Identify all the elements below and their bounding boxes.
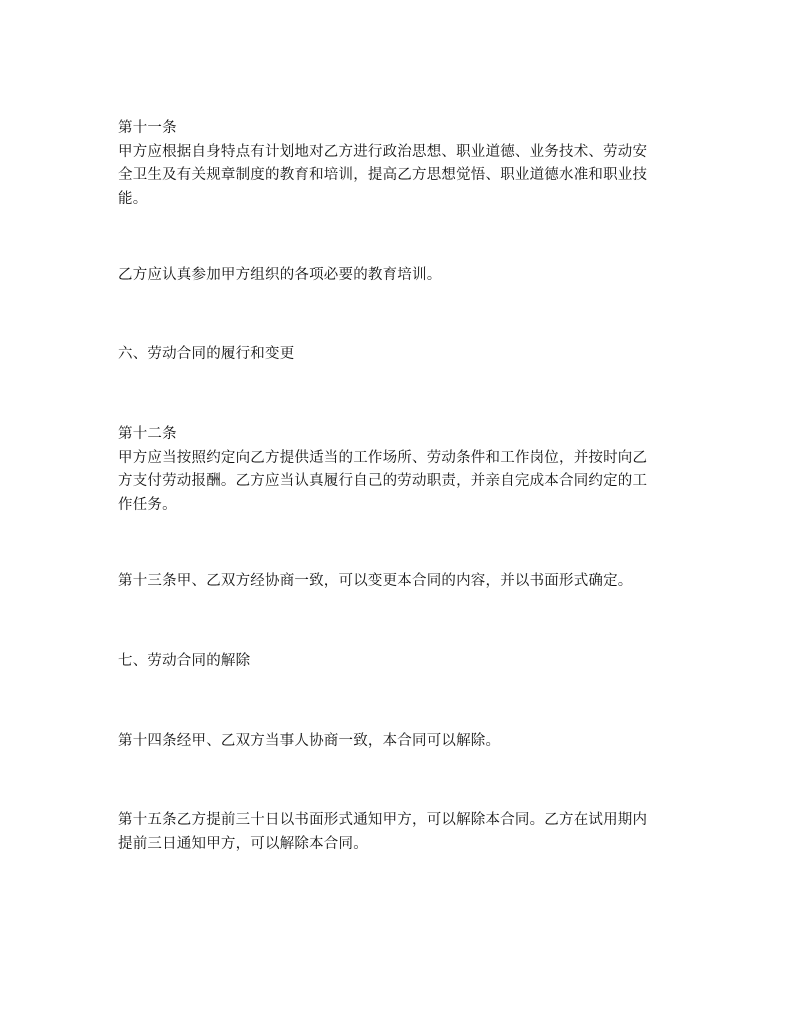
article-15-line-2: 提前三日通知甲方，可以解除本合同。 bbox=[118, 835, 368, 852]
article-11-heading: 第十一条 bbox=[118, 120, 177, 136]
section-7-title: 七、劳动合同的解除 bbox=[118, 653, 251, 669]
article-12 bbox=[118, 423, 690, 517]
article-13 bbox=[118, 570, 690, 594]
article-13-text: 第十三条甲、乙双方经协商一致，可以变更本合同的内容，并以书面形式确定。 bbox=[118, 573, 633, 589]
article-11-line-1: 甲方应根据自身特点有计划地对乙方进行政治思想、职业道德、业务技术、劳动安 bbox=[118, 143, 648, 160]
section-6-heading bbox=[118, 343, 690, 367]
article-12-line-3: 作任务。 bbox=[118, 496, 177, 513]
article-12-line-2: 方支付劳动报酬。乙方应当认真履行自己的劳动职责，并亲自完成本合同约定的工 bbox=[118, 473, 648, 489]
article-11-training-text: 乙方应认真参加甲方组织的各项必要的教育培训。 bbox=[118, 267, 442, 283]
article-14-text: 第十四条经甲、乙双方当事人协商一致，本合同可以解除。 bbox=[118, 733, 501, 749]
article-11-line-2: 全卫生及有关规章制度的教育和培训，提高乙方思想觉悟、职业道德水准和职业技 bbox=[118, 167, 648, 183]
article-15-line-1: 第十五条乙方提前三十日以书面形式通知甲方，可以解除本合同。乙方在试用期内 bbox=[118, 812, 648, 828]
article-12-heading: 第十二条 bbox=[118, 426, 177, 442]
section-7-heading bbox=[118, 650, 690, 674]
article-14 bbox=[118, 730, 690, 754]
article-11 bbox=[118, 117, 690, 211]
article-11-line-3: 能。 bbox=[118, 190, 148, 207]
article-12-line-1: 甲方应当按照约定向乙方提供适当的工作场所、劳动条件和工作岗位，并按时向乙 bbox=[118, 449, 648, 466]
article-15 bbox=[118, 809, 690, 856]
section-6-title: 六、劳动合同的履行和变更 bbox=[118, 346, 295, 362]
article-11-training bbox=[118, 264, 690, 288]
